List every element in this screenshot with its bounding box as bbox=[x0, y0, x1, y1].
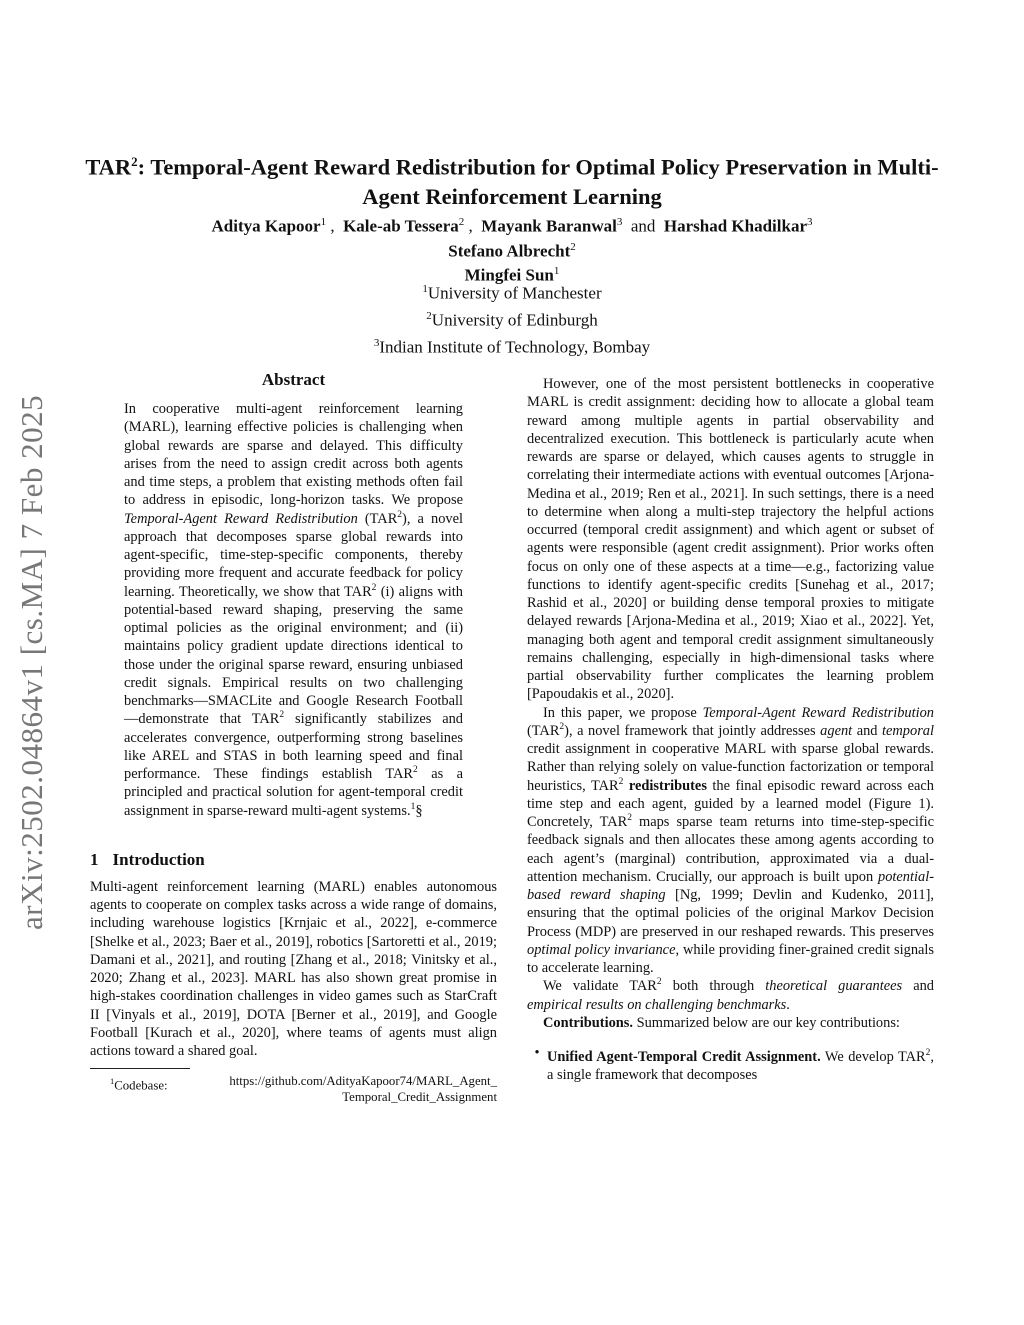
paragraph-credit-assignment: However, one of the most persistent bottlenecks in cooperative MARL is credit assignment: deciding how to allocate a global team reward among multiple agents in partial observability and decentralized execution. This bottleneck is particularly acute when rewards are sparse or delayed, which causes agents to struggle in correlating their intermediate actions with eventual outcomes [Arjona-Medina et al., 2019; Ren et al., 2021]. In such settings, there is a need to determine when along a multi-step trajectory the helpful actions occurred (temporal credit assignment) and which agent or subset of agents were responsible (agent credit assignment). Prior works often focus on only one of these aspects at a time—e.g., factorizing value functions to identify agent-specific credits [Sunehag et al., 2017; Rashid et al., 2020] or building dense temporal proxies to mitigate delayed rewards [Arjona-Medina et al., 2019; Xiao et al., 2022]. Yet, managing both agent and temporal credit assignment simultaneously remains challenging, especially in high-dimensional tasks where partial observability further complicates the learning problem [Papoudakis et al., 2020]. bbox=[527, 376, 934, 703]
paragraph-proposal bbox=[527, 704, 934, 978]
section-heading-introduction bbox=[90, 850, 497, 870]
abstract-method-name: Temporal-Agent Reward Redistribution bbox=[124, 510, 358, 527]
author-affil-sup: 3 bbox=[807, 216, 813, 228]
superscript: 2 bbox=[656, 977, 662, 988]
bold-term: redistributes bbox=[623, 777, 707, 794]
text: both through bbox=[661, 978, 766, 995]
text: We develop TAR bbox=[820, 1048, 926, 1065]
abstract-text: (i) aligns with potential-based reward shaping, preserving the same optimal policies as the original environment; and (ii) maintains policy gradient update directions identical to those under the original sparse reward, ensuring unbiased credit signals. Empirical results on two challenging benchmarks—SMACLite and Google Research Football—demonstrate that TAR bbox=[124, 583, 463, 728]
author-list bbox=[60, 212, 964, 286]
author-affil-sup: 2 bbox=[458, 216, 465, 228]
contribution-bullet bbox=[527, 1044, 934, 1084]
text: the final episodic reward across each time step and each agent, guided by a learned model (Figure 1). Concretely, TAR bbox=[527, 777, 935, 830]
superscript: 2 bbox=[925, 1048, 931, 1058]
bullet-icon: • bbox=[534, 1045, 540, 1061]
text: maps sparse team returns into time-step-specific feedback signals and then allocates these among agents according to each agent’s (marginal) contribution, approximated via a dual-attention mechanism. Crucially, our approach is built upon bbox=[527, 814, 935, 885]
arxiv-identifier: arXiv:2502.04864v1 [cs.MA] 7 Feb 2025 bbox=[14, 394, 49, 930]
affiliation-sup: 2 bbox=[426, 310, 432, 323]
bullet-title: Unified Agent-Temporal Credit Assignment. bbox=[547, 1048, 821, 1065]
title-sup: 2 bbox=[131, 154, 138, 169]
section-sign: § bbox=[415, 802, 423, 819]
affiliation-sup: 1 bbox=[422, 283, 428, 295]
title-rest: : Temporal-Agent Reward Redistribution for Optimal Policy Preservation in Multi-Agent Reinforcement Learning bbox=[137, 154, 939, 209]
contributions-label: Contributions. bbox=[543, 1014, 633, 1031]
author-affil-sup: 1 bbox=[553, 265, 560, 278]
text: . bbox=[786, 996, 790, 1013]
superscript: 2 bbox=[559, 721, 565, 732]
affiliation-list bbox=[60, 278, 964, 359]
superscript: 2 bbox=[618, 776, 624, 787]
author-and: and bbox=[630, 216, 656, 236]
text: credit assignment in cooperative MARL with sparse global rewards. Rather than relying solely on value-function factorization or temporal heuristics, TAR bbox=[527, 741, 934, 794]
left-column bbox=[90, 370, 497, 1105]
section-title: Introduction bbox=[112, 849, 205, 869]
author-affil-sup: 3 bbox=[616, 216, 623, 228]
footnote-label: Codebase: bbox=[114, 1078, 168, 1093]
footnote-rule bbox=[90, 1068, 190, 1069]
author-affil-sup: 1 bbox=[320, 216, 327, 228]
text: , while providing finer-grained credit signals to accelerate learning. bbox=[527, 941, 935, 976]
text: [Ng, 1999; Devlin and Kudenko, 2011], ensuring that the optimal policies of the original Markov Decision Process (MDP) are preserved in our reshaped rewards. This preserves bbox=[527, 887, 935, 940]
footnote bbox=[90, 1073, 497, 1105]
superscript: 2 bbox=[397, 509, 403, 520]
text: and bbox=[902, 978, 934, 995]
emphasis: optimal policy invariance bbox=[527, 941, 676, 958]
affiliation bbox=[60, 278, 964, 305]
paper-title bbox=[60, 147, 964, 211]
author-name: Kale-ab Tessera bbox=[343, 216, 459, 236]
superscript: 2 bbox=[371, 582, 377, 593]
method-name: Temporal-Agent Reward Redistribution bbox=[702, 704, 934, 721]
paragraph-contributions bbox=[527, 1014, 934, 1032]
abstract-text: (TAR bbox=[357, 510, 398, 527]
right-column bbox=[527, 375, 934, 1084]
affiliation bbox=[60, 305, 964, 332]
author-line-1: Aditya Kapoor$^1$ , Kale-ab Tessera$^2$ , Mayank Baranwal$^3$ and Harshad Khadilkar$^3$ bbox=[211, 216, 813, 236]
text: We validate TAR bbox=[543, 978, 657, 995]
author-name: Harshad Khadilkar bbox=[663, 216, 807, 236]
affiliation-sup: 3 bbox=[373, 337, 380, 350]
abstract-text: In cooperative multi-agent reinforcement learning (MARL), learning effective policies is challenging when global rewards are sparse and delayed. This difficulty arises from the need to assign credit across both agents and time steps, a problem that existing methods often fail to address in episodic, long-horizon tasks. We propose bbox=[124, 401, 463, 509]
emphasis: temporal bbox=[882, 722, 934, 739]
affiliation-name: Indian Institute of Technology, Bombay bbox=[379, 337, 651, 357]
abstract-text: significantly stabilizes and accelerates convergence, outperforming strong baselines like AREL and STAS in both learning speed and final performance. These findings establish TAR bbox=[124, 711, 463, 782]
abstract-heading: Abstract bbox=[261, 370, 326, 389]
superscript: 2 bbox=[413, 765, 418, 776]
footnote-url[interactable]: https://github.com/AdityaKapoor74/MARL_Agent_Temporal_Credit_Assignment bbox=[229, 1074, 497, 1105]
text: , a single framework that decomposes bbox=[547, 1048, 934, 1084]
author-name: Mayank Baranwal bbox=[481, 216, 617, 236]
paragraph-validation bbox=[527, 977, 934, 1014]
abstract-body bbox=[124, 400, 463, 820]
footnote-marker[interactable]: 1 bbox=[410, 801, 416, 812]
emphasis: agent bbox=[820, 722, 853, 739]
affiliation-name: University of Manchester bbox=[427, 283, 602, 303]
emphasis: theoretical guarantees bbox=[765, 978, 903, 995]
author-name: Stefano Albrecht bbox=[448, 241, 571, 261]
abstract-text: ), a novel approach that decomposes sparse global rewards into agent-specific, time-step-specific components, thereby providing more frequent and accurate feedback for policy learning. Theoretically, we show that TAR bbox=[124, 510, 463, 600]
author-name: Aditya Kapoor bbox=[211, 216, 321, 236]
emphasis: empirical results on challenging benchmarks bbox=[527, 996, 787, 1013]
superscript: 2 bbox=[627, 813, 632, 824]
text: ), a novel framework that jointly addresses bbox=[564, 722, 821, 739]
title-prefix: TAR bbox=[85, 154, 132, 180]
text: and bbox=[852, 722, 883, 739]
footnote-sup: 1 bbox=[110, 1076, 115, 1087]
section-number: 1 bbox=[90, 849, 99, 869]
superscript: 2 bbox=[279, 710, 285, 721]
author-name: Mingfei Sun bbox=[464, 265, 554, 285]
bullet-text bbox=[547, 1044, 934, 1084]
text: (TAR bbox=[527, 722, 560, 739]
affiliation bbox=[60, 332, 964, 359]
author-line-2 bbox=[60, 237, 964, 262]
abstract-text: as a principled and practical solution for agent-temporal credit assignment in sparse-reward multi-agent systems. bbox=[124, 766, 463, 819]
text: In this paper, we propose bbox=[543, 704, 703, 721]
text: Summarized below are our key contributions: bbox=[632, 1014, 900, 1031]
emphasis: potential-based reward shaping bbox=[527, 868, 934, 903]
affiliation-name: University of Edinburgh bbox=[431, 310, 598, 330]
author-affil-sup: 2 bbox=[570, 240, 576, 253]
intro-paragraph: Multi-agent reinforcement learning (MARL) enables autonomous agents to cooperate on complex tasks across a wide range of domains, including warehouse logistics [Krnjaic et al., 2022], e-commerce [Shelke et al., 2023; Baer et al., 2019], robotics [Sartoretti et al., 2019; Damani et al., 2021], and routing [Zhang et al., 2018; Vinitsky et al., 2020; Zhang et al., 2023]. MARL has also shown great promise in high-stakes coordination challenges in video games such as StarCraft II [Vinyals et al., 2019], DOTA [Berner et al., 2019], and Google Football [Kurach et al., 2020], where teams of agents must align actions toward a shared goal. bbox=[90, 878, 497, 1059]
